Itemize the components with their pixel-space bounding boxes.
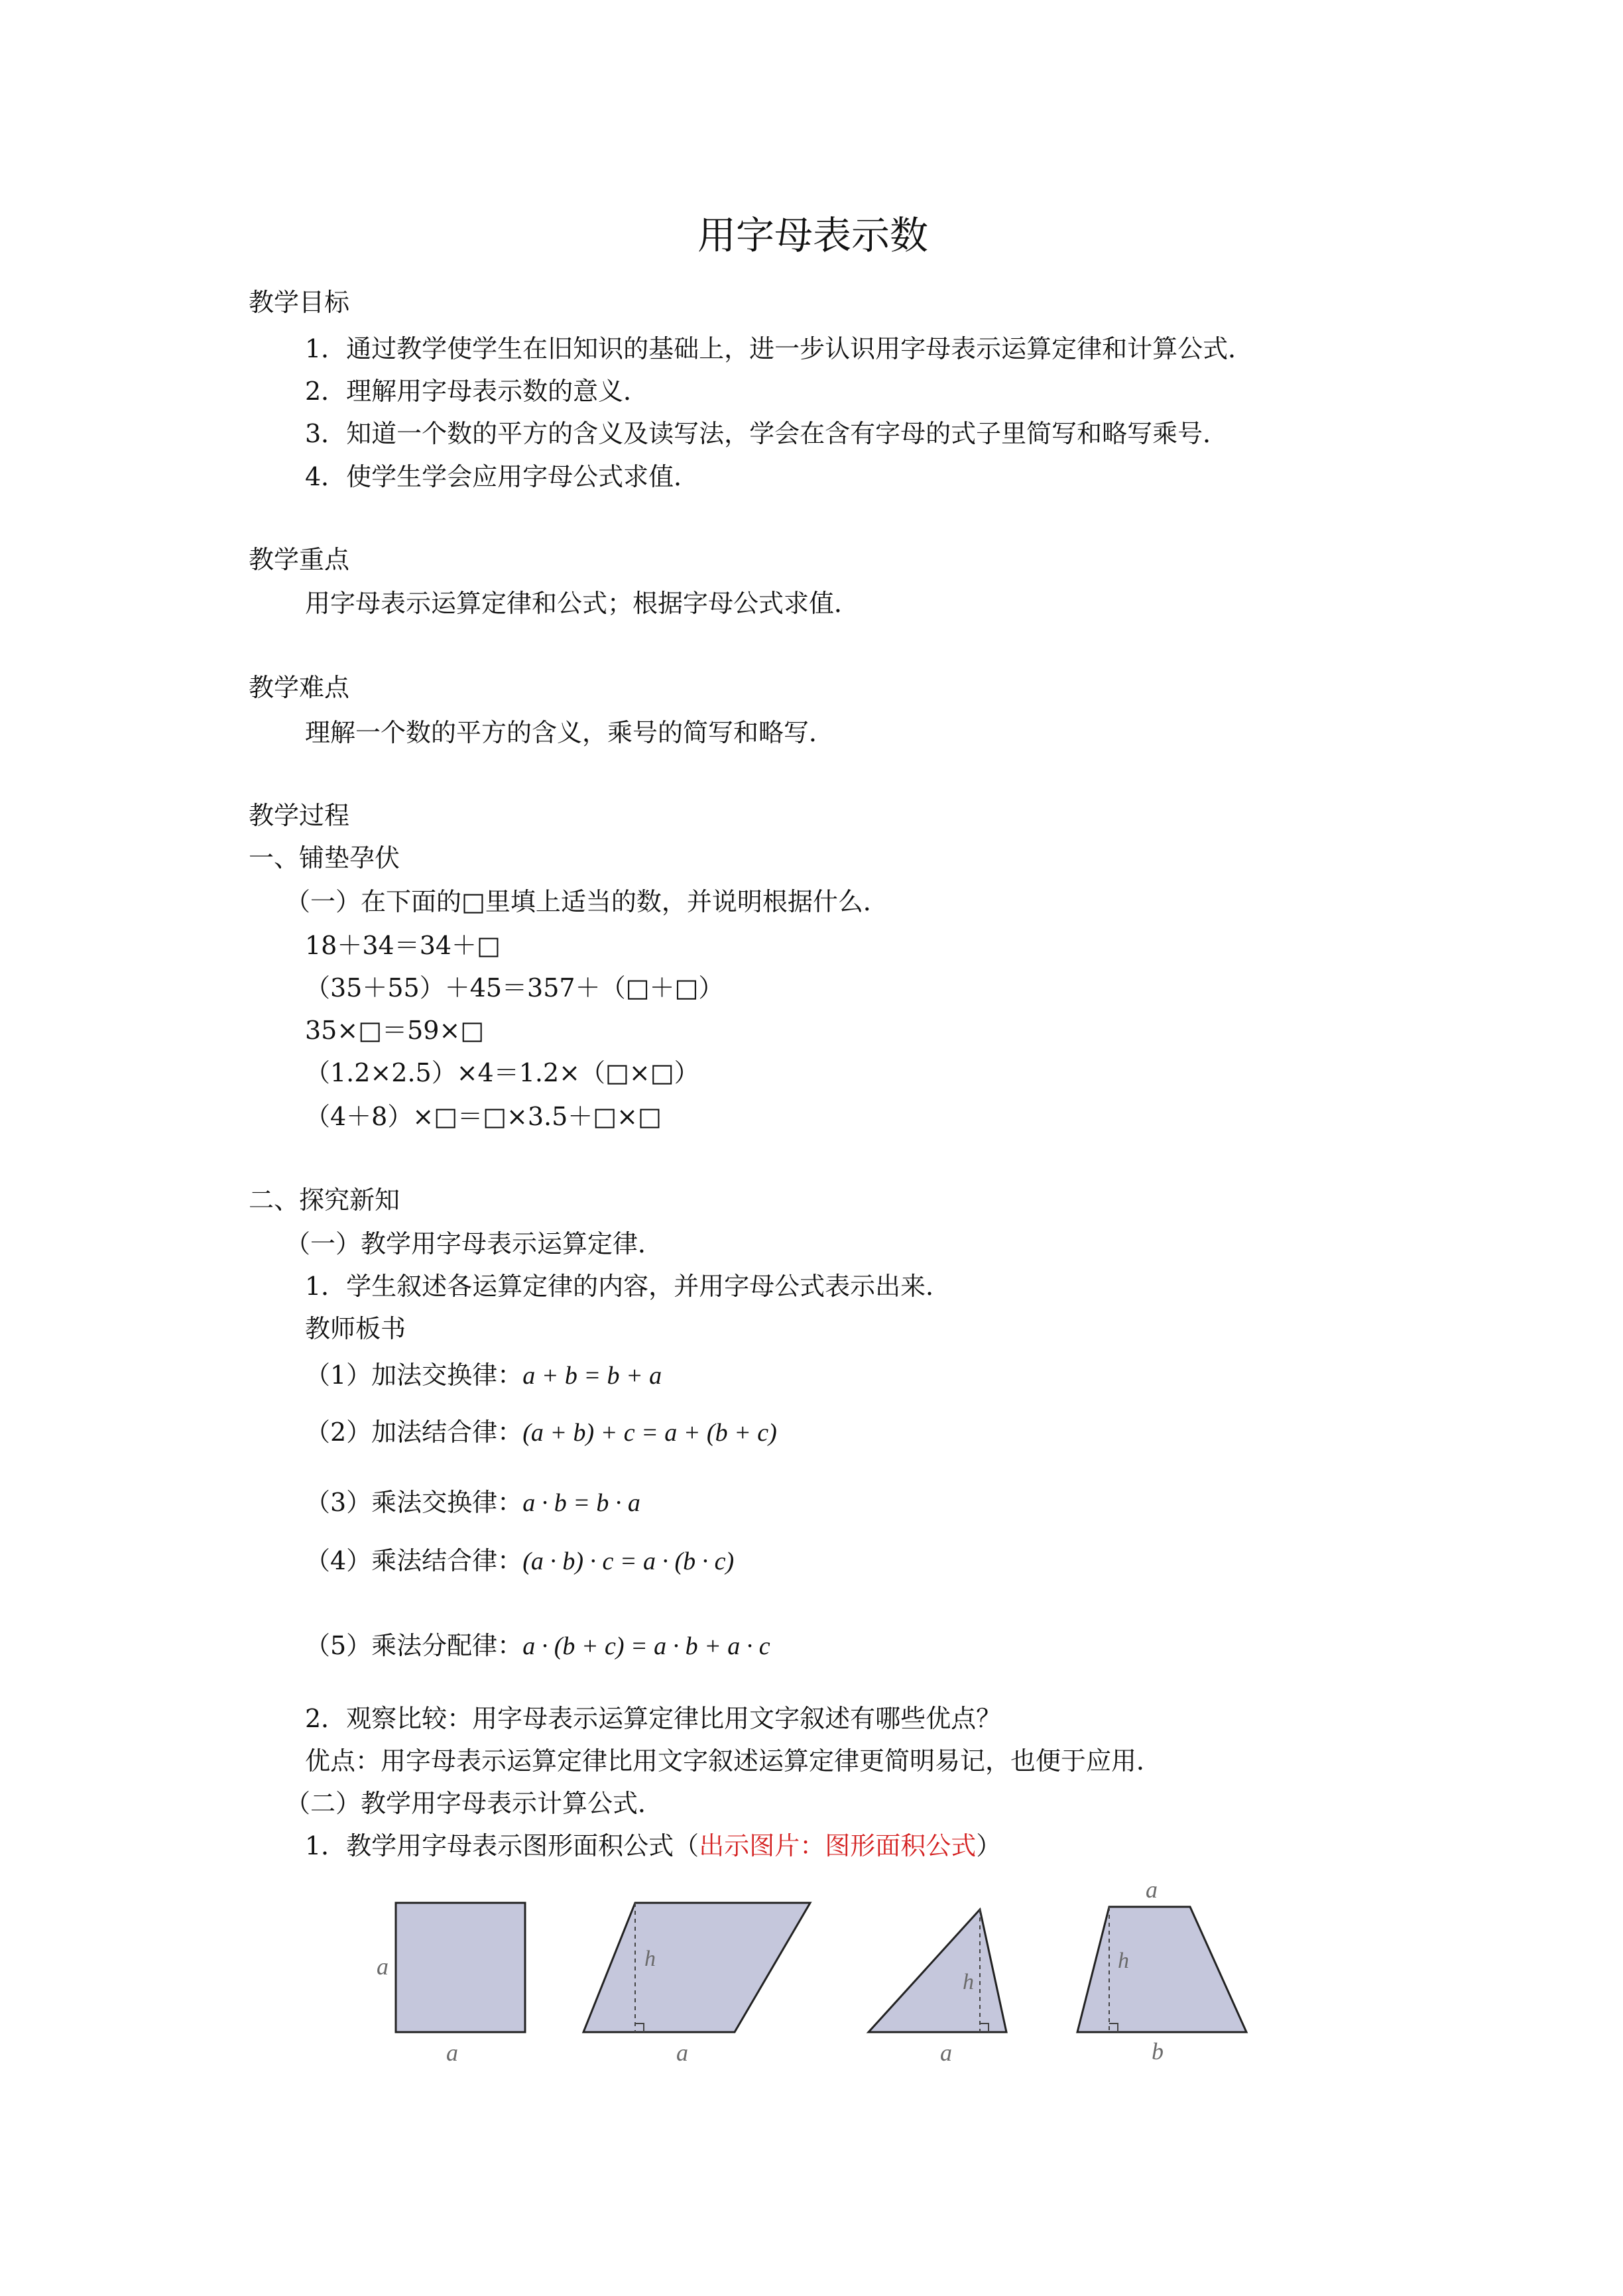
law-4-formula: (a · b) · c = a · (b · c) [522, 1547, 735, 1575]
part1-sub1: （一）在下面的□里填上适当的数，并说明根据什么． [285, 887, 888, 916]
parallelogram-shape [583, 1903, 810, 2032]
part2-item3 [305, 1830, 1001, 1862]
advantage-text: 优点：用字母表示运算定律比用文字叙述运算定律更简明易记，也便于应用． [305, 1746, 1162, 1776]
triangle-height-label: h [963, 1970, 974, 1994]
goal-item-3: 3．知道一个数的平方的含义及读写法，学会在含有字母的式子里简写和略写乘号． [305, 419, 1229, 448]
law-3 [305, 1486, 640, 1519]
part2-sub2: （二）教学用字母表示计算公式． [285, 1789, 664, 1818]
law-1 [305, 1359, 662, 1392]
area-formula-figure [358, 1870, 1286, 2069]
part2-item1: 1．学生叙述各运算定律的内容，并用字母公式表示出来． [305, 1272, 951, 1301]
item3-red-note: 出示图片：图形面积公式 [699, 1831, 977, 1860]
page-title: 用字母表示数 [697, 213, 929, 258]
square-bottom-label: a [446, 2039, 458, 2066]
trapezoid-top-label: a [1146, 1876, 1158, 1903]
goals-heading: 教学目标 [249, 288, 350, 317]
trapezoid-height-label: h [1118, 1949, 1129, 1973]
exercise-1: 18＋34＝34＋□ [305, 931, 501, 960]
law-1-label: （1）加法交换律： [305, 1360, 523, 1390]
parallelogram-height-label: h [644, 1947, 656, 1971]
goal-item-4: 4．使学生学会应用字母公式求值． [305, 462, 699, 491]
part2-sub1: （一）教学用字母表示运算定律． [285, 1229, 664, 1258]
square-side-label: a [377, 1953, 389, 1980]
trapezoid-shape [1077, 1907, 1246, 2032]
law-4-label: （4）乘法结合律： [305, 1546, 523, 1575]
exercise-2: （35＋55）＋45＝357＋（□＋□） [305, 973, 724, 1002]
part2-item2: 2．观察比较：用字母表示运算定律比用文字叙述有哪些优点？ [305, 1704, 1002, 1733]
trapezoid-bottom-label: b [1152, 2038, 1164, 2065]
exercise-3: 35×□＝59×□ [305, 1016, 485, 1045]
goal-item-1: 1．通过教学使学生在旧知识的基础上，进一步认识用字母表示运算定律和计算公式． [305, 334, 1254, 363]
law-3-label: （3）乘法交换律： [305, 1488, 523, 1517]
parallelogram-base-label: a [676, 2039, 688, 2066]
goal-item-2: 2．理解用字母表示数的意义． [305, 377, 649, 406]
difficulties-text: 理解一个数的平方的含义，乘号的简写和略写． [305, 718, 835, 747]
board-label: 教师板书 [305, 1314, 406, 1343]
law-2 [305, 1416, 777, 1449]
item3-suffix: ） [976, 1831, 1002, 1860]
law-5-label: （5）乘法分配律： [305, 1631, 523, 1660]
item3-prefix: 1．教学用字母表示图形面积公式（ [305, 1831, 699, 1860]
law-2-formula: (a + b) + c = a + (b + c) [522, 1419, 777, 1447]
difficulties-heading: 教学难点 [249, 673, 350, 702]
square-shape [396, 1903, 525, 2032]
part2-heading: 二、探究新知 [249, 1185, 400, 1215]
law-5 [305, 1630, 770, 1662]
key-points-heading: 教学重点 [249, 545, 350, 574]
law-1-formula: a + b = b + a [522, 1362, 662, 1390]
triangle-base-label: a [940, 2039, 952, 2066]
part1-heading: 一、铺垫孕伏 [249, 843, 400, 873]
law-3-formula: a · b = b · a [522, 1489, 640, 1517]
law-5-formula: a · (b + c) = a · b + a · c [522, 1632, 770, 1660]
key-points-text: 用字母表示运算定律和公式；根据字母公式求值． [305, 589, 860, 618]
exercise-5: （4＋8）×□＝□×3.5＋□×□ [305, 1102, 662, 1131]
law-4 [305, 1545, 734, 1577]
exercise-4: （1.2×2.5）×4＝1.2×（□×□） [305, 1058, 699, 1087]
law-2-label: （2）加法结合律： [305, 1418, 523, 1447]
triangle-shape [869, 1909, 1006, 2032]
process-heading: 教学过程 [249, 801, 350, 830]
